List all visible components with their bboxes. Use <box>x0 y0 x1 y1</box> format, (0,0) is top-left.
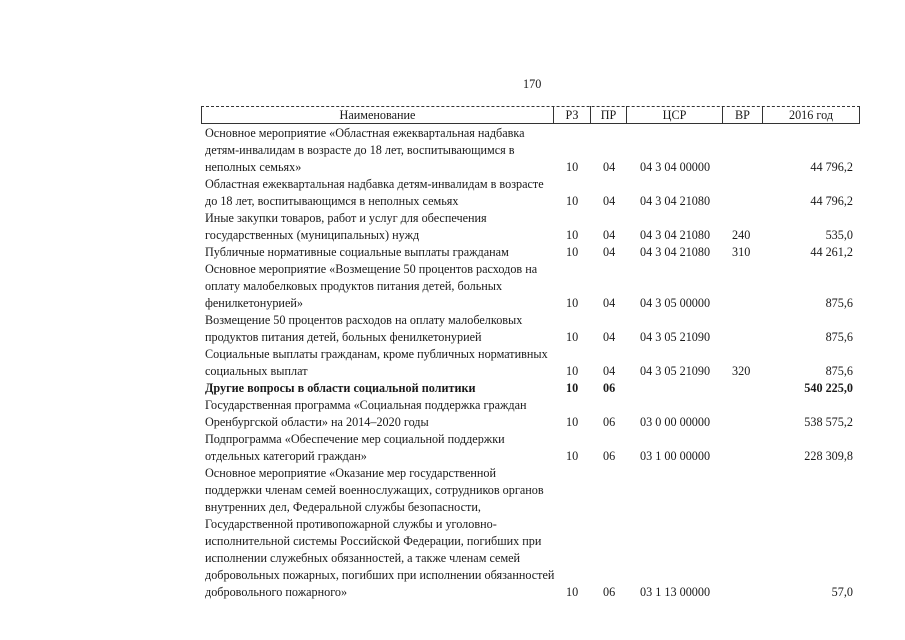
row-pr: 06 <box>603 381 616 395</box>
row-rz: 10 <box>566 415 579 429</box>
row-name: Областная ежеквартальная надбавка детям-инвалидам в возрасте до 18 лет, воспитывающимся в неполных семьях <box>205 177 544 208</box>
header-divider <box>859 106 860 123</box>
row-csr: 04 3 04 21080 <box>640 194 711 208</box>
row-rz: 10 <box>566 585 579 599</box>
row-name: Иные закупки товаров, работ и услуг для обеспечения государственных (муниципальных) нужд <box>205 211 487 242</box>
row-amount: 540 225,0 <box>804 381 853 395</box>
row-amount: 57,0 <box>831 585 853 599</box>
row-pr: 04 <box>603 245 616 259</box>
row-amount: 875,6 <box>825 296 853 310</box>
row-csr: 04 3 04 00000 <box>640 160 711 174</box>
row-name: Другие вопросы в области социальной политики <box>205 381 476 395</box>
row-csr: 03 1 00 00000 <box>640 449 711 463</box>
row-rz: 10 <box>566 449 579 463</box>
row-name: Подпрограмма «Обеспечение мер социальной поддержки отдельных категорий граждан» <box>205 432 505 463</box>
row-amount: 538 575,2 <box>804 415 853 429</box>
header-rz: РЗ <box>565 108 579 122</box>
row-rz: 10 <box>566 228 579 242</box>
row-pr: 06 <box>603 415 616 429</box>
row-name: Основное мероприятие «Возмещение 50 процентов расходов на оплату малобелковых продуктов питания детей, больных фенилкетонурией» <box>205 262 538 310</box>
row-rz: 10 <box>566 296 579 310</box>
row-csr: 04 3 05 21090 <box>640 330 711 344</box>
row-rz: 10 <box>566 245 579 259</box>
row-pr: 04 <box>603 296 616 310</box>
header-amount: 2016 год <box>788 108 834 122</box>
row-vr: 310 <box>732 245 751 259</box>
row-pr: 04 <box>603 194 616 208</box>
header-csr: ЦСР <box>662 108 687 122</box>
row-name: Возмещение 50 процентов расходов на оплату малобелковых продуктов питания детей, больных фенилкетонурией <box>205 313 523 344</box>
row-pr: 04 <box>603 330 616 344</box>
row-csr: 04 3 04 21080 <box>640 228 711 242</box>
row-amount: 44 261,2 <box>810 245 853 259</box>
row-csr: 04 3 05 00000 <box>640 296 711 310</box>
row-csr: 03 0 00 00000 <box>640 415 711 429</box>
row-rz: 10 <box>566 194 579 208</box>
row-amount: 875,6 <box>825 330 853 344</box>
page-number: 170 <box>523 77 542 91</box>
row-rz: 10 <box>566 160 579 174</box>
row-rz: 10 <box>566 364 579 378</box>
header-vr: ВР <box>735 108 750 122</box>
row-csr: 04 3 04 21080 <box>640 245 711 259</box>
row-name: Публичные нормативные социальные выплаты гражданам <box>205 245 509 259</box>
row-pr: 06 <box>603 449 616 463</box>
header-name: Наименование <box>339 108 416 122</box>
header-pr: ПР <box>600 108 617 122</box>
row-csr: 03 1 13 00000 <box>640 585 711 599</box>
row-name: Социальные выплаты гражданам, кроме публичных нормативных социальных выплат <box>205 347 548 378</box>
row-pr: 04 <box>603 228 616 242</box>
row-pr: 04 <box>603 160 616 174</box>
row-amount: 44 796,2 <box>810 194 853 208</box>
row-amount: 228 309,8 <box>804 449 853 463</box>
row-amount: 535,0 <box>825 228 853 242</box>
row-amount: 875,6 <box>825 364 853 378</box>
row-amount: 44 796,2 <box>810 160 853 174</box>
row-rz: 10 <box>566 381 579 395</box>
row-vr: 320 <box>732 364 751 378</box>
row-pr: 06 <box>603 585 616 599</box>
row-name: Основное мероприятие «Областная ежеквартальная надбавка детям-инвалидам в возрасте до 18 лет, воспитывающимся в неполных семьях» <box>205 126 525 174</box>
row-name: Основное мероприятие «Оказание мер государственной поддержки членам семей военнослужащих, сотрудников органов внутренних дел, Федеральной службы безопасности, Государственной противопожарной службы и уголовно-исполнительной системы Российской Федерации, погибших при исполнении служебных обязанностей, а также членам семей добровольных пожарных, погибших при исполнении обязанностей добровольного пожарного» <box>205 466 555 599</box>
row-vr: 240 <box>732 228 751 242</box>
row-csr: 04 3 05 21090 <box>640 364 711 378</box>
row-rz: 10 <box>566 330 579 344</box>
row-pr: 04 <box>603 364 616 378</box>
row-name: Государственная программа «Социальная поддержка граждан Оренбургской области» на 2014–2020 годы <box>205 398 527 429</box>
